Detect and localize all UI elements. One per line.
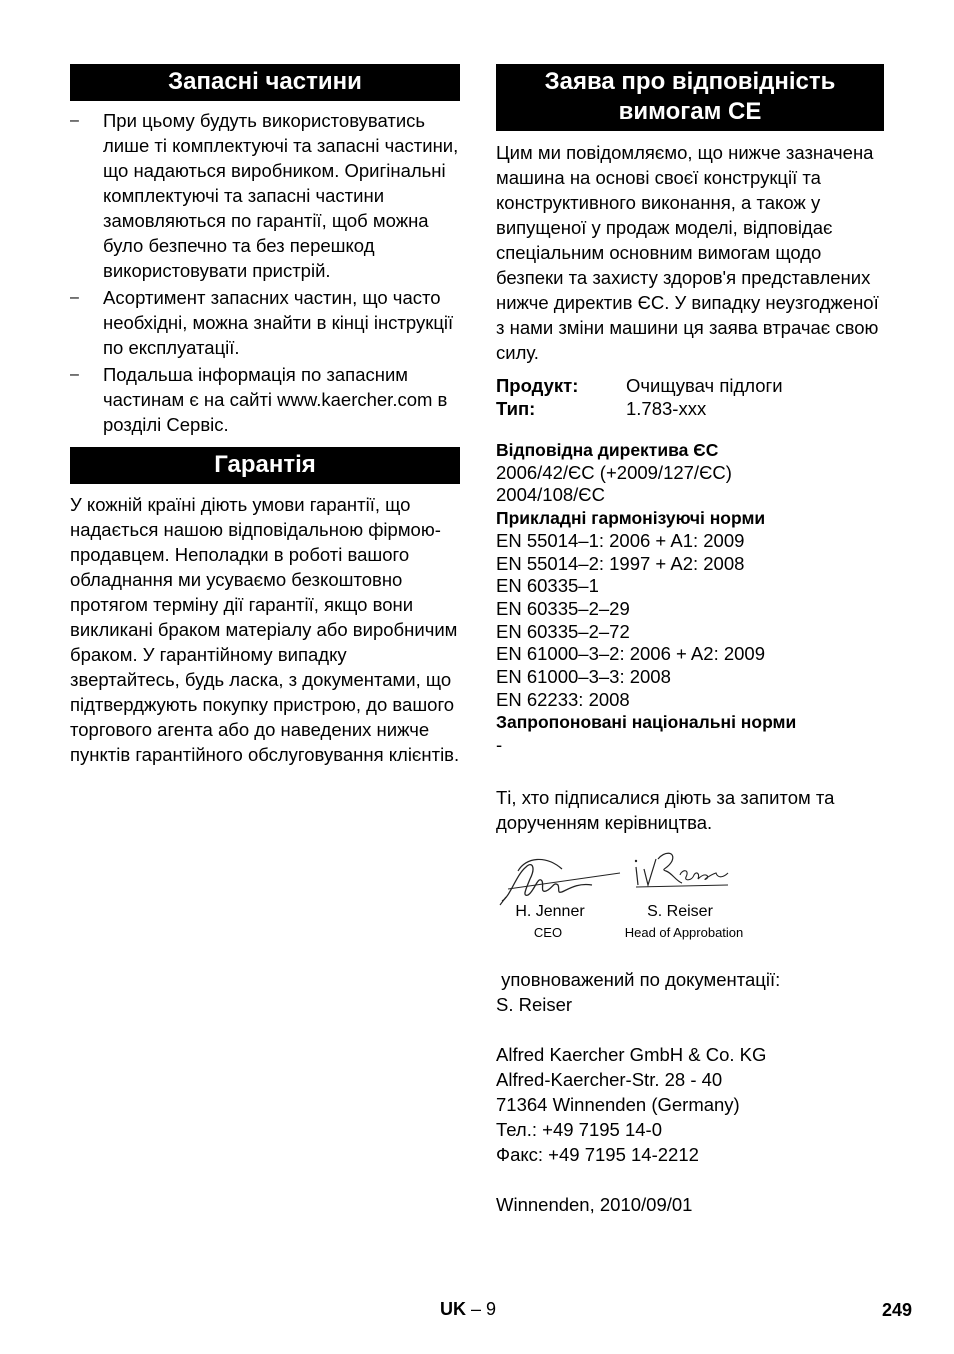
address-line: Факс: +49 7195 14-2212 [496,1143,699,1165]
signer1-name: H. Jenner [515,902,585,920]
signer1-role: CEO [533,924,563,940]
address-line: Тел.: +49 7195 14-0 [496,1118,662,1140]
norms-block [496,439,884,757]
declaration-heading-line2: вимогам CE [618,98,762,125]
auth-line: уповноважений по документації: [496,968,781,990]
type-label: Тип: [496,398,536,419]
list-item-text: Подальша інформація по запасним частинам є на сайті www.kaercher.com в розділі Сервіс. [103,364,448,435]
type-value: 1.783-xxx [626,398,707,419]
declaration-intro: Цим ми повідомляємо, що нижче зазначена машина на основі своєї конструкції та конструктивного виконання, а також у випущеної у продаж моделі, відповідає спеціальним основним вимогам щодо безпеки та захисту здоров'я представлених нижче директив ЄС. У випадку неузгодженої з нами зміни машини ця заява втрачає свою силу. [496,142,879,363]
signer2-name: S. Reiser [647,902,713,920]
authorized-documentation [496,967,884,1017]
warranty-paragraph: У кожній країні діють умови гарантії, що надається нашою відповідальною фірмою-продавцем. Неполадки в роботі вашого обладнання ми усуваємо безкоштовно протягом терміну дії гарантії, якщо вони викликані браком матеріалу або виробничим браком. У гарантійному випадку звертайтесь, будь ласка, з документами, що підтверджують покупку пристрою, до вашого торгового агента або до наведених нижче пунктів гарантійного обслуговування клієнтів. [70,494,460,765]
company-address [496,1042,884,1167]
auth-name: S. Reiser [496,993,573,1015]
product-label: Продукт: [496,375,579,396]
dash-bullet: – [70,112,79,129]
list-item-text: При цьому будуть використовуватись лише ті комплектуючі та запасні частини, що надаються виробником. Оригінальні комплектуючі та запасні частини замовляються по гарантії, щоб можна було безпечно та без перешкод використовувати пристрій. [103,110,459,281]
footer-lang: UK [440,1299,466,1319]
table-row [496,397,783,420]
address-line: Alfred Kaercher GmbH & Co. KG [496,1043,767,1065]
harmonized-heading: Прикладні гармонізуючі норми [496,508,766,529]
signatures-block [496,845,884,925]
page-number: 249 [881,1300,912,1320]
footer-local-page: 9 [486,1299,497,1319]
footer-section-label [440,1298,496,1320]
norm-line: EN 62233: 2008 [496,688,630,710]
national-value: - [496,734,503,756]
norm-line: EN 55014–2: 1997 + A2: 2008 [496,552,745,574]
norm-line: EN 60335–2–72 [496,620,630,642]
warranty-heading: Гарантія [70,447,460,484]
declaration-heading-line1: Заява про відповідність [544,68,836,95]
list-item [70,108,460,283]
signer-roles [496,925,884,943]
directive-line: 2006/42/ЄС (+2009/127/ЄС) [496,461,732,483]
product-info-table [496,374,783,420]
spare-parts-heading: Запасні частини [70,64,460,101]
right-column [496,64,884,1217]
left-column [70,64,460,767]
norm-line: EN 60335–1 [496,575,599,597]
directive-line: 2004/108/ЄС [496,484,605,506]
norm-line: EN 61000–3–2: 2006 + A2: 2009 [496,643,765,665]
footer-sep: – [466,1299,487,1319]
norm-line: EN 55014–1: 2006 + A1: 2009 [496,529,745,551]
table-row [496,374,783,397]
list-item [70,362,460,437]
product-value: Очищувач підлоги [626,375,783,396]
dash-bullet: – [70,289,79,306]
place-date: Winnenden, 2010/09/01 [496,1193,693,1215]
list-item-text: Асортимент запасних частин, що часто необхідні, можна знайти в кінці інструкції по експлуатації. [103,287,454,358]
address-line: Alfred-Kaercher-Str. 28 - 40 [496,1068,723,1090]
signed-statement: Ті, хто підписалися діють за запитом та дорученням керівництва. [496,786,835,833]
signer2-role: Head of Approbation [624,924,744,940]
directive-heading: Відповідна директива ЄС [496,440,719,460]
spare-parts-list [70,108,460,437]
dash-bullet: – [70,366,79,383]
norm-line: EN 61000–3–3: 2008 [496,666,671,688]
norm-line: EN 60335–2–29 [496,597,630,619]
national-heading: Запропоновані національні норми [496,712,797,733]
address-line: 71364 Winnenden (Germany) [496,1093,740,1115]
list-item [70,285,460,360]
declaration-heading [496,64,884,131]
